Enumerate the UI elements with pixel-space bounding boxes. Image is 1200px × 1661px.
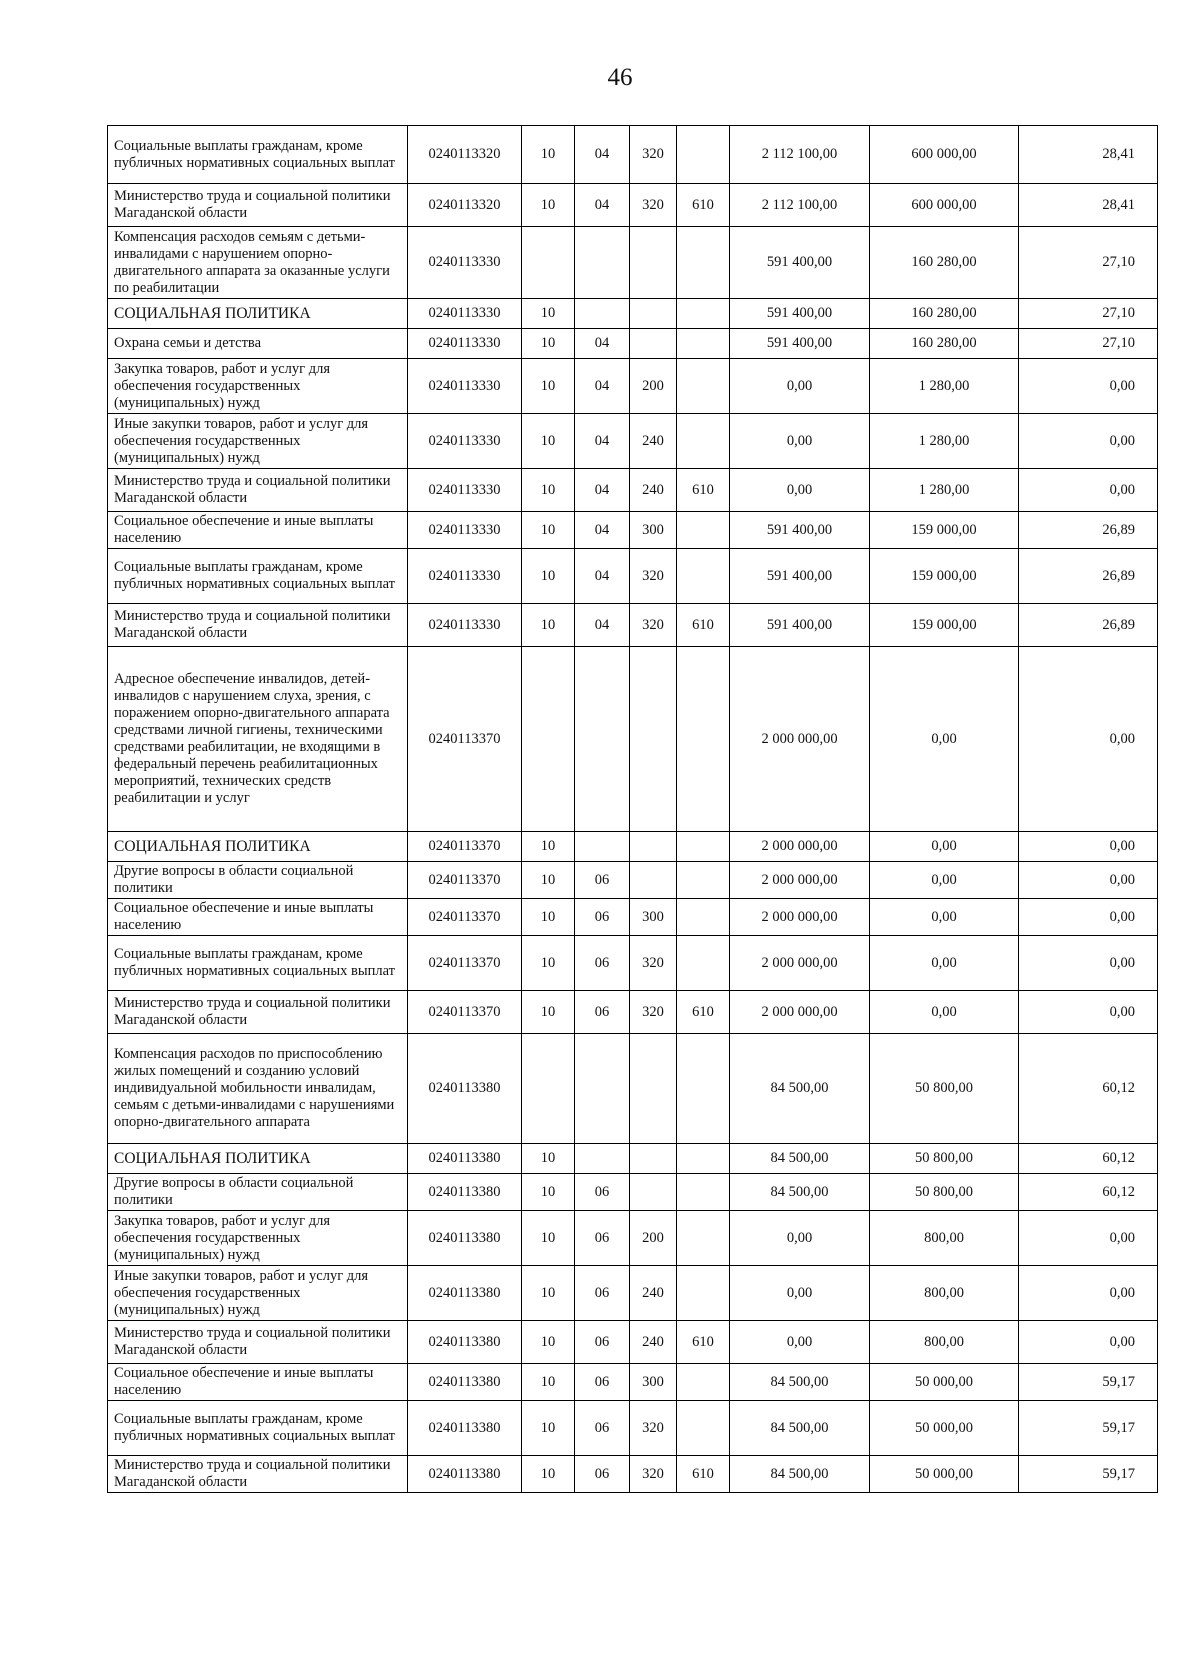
row-fact-amount-cell: 50 000,00: [870, 1456, 1019, 1493]
row-plan-amount-cell: 84 500,00: [730, 1034, 870, 1144]
row-plan-amount-cell: 0,00: [730, 414, 870, 469]
row-plan-amount-cell: 84 500,00: [730, 1456, 870, 1493]
row-section-cell: 10: [522, 1401, 575, 1456]
row-fact-amount-cell: 800,00: [870, 1321, 1019, 1364]
row-expense-type-cell: [630, 299, 677, 329]
row-section-cell: 10: [522, 414, 575, 469]
row-admin-cell: 610: [677, 469, 730, 512]
row-name-cell: Охрана семьи и детства: [108, 329, 408, 359]
page-number: 46: [607, 64, 633, 91]
row-subsection-cell: 04: [575, 329, 630, 359]
row-plan-amount-cell: 84 500,00: [730, 1364, 870, 1401]
table-row: [108, 414, 1158, 469]
row-admin-cell: [677, 832, 730, 862]
table-row: [108, 512, 1158, 549]
row-admin-cell: [677, 1211, 730, 1266]
row-code-cell: 0240113330: [408, 359, 522, 414]
row-plan-amount-cell: 591 400,00: [730, 512, 870, 549]
row-name-cell: Иные закупки товаров, работ и услуг для обеспечения государственных (муниципальных) нужд: [108, 1266, 408, 1321]
row-expense-type-cell: 200: [630, 359, 677, 414]
table-row: [108, 832, 1158, 862]
row-section-cell: 10: [522, 1174, 575, 1211]
row-expense-type-cell: 320: [630, 184, 677, 227]
row-admin-cell: [677, 329, 730, 359]
row-name-cell: Министерство труда и социальной политики Магаданской области: [108, 184, 408, 227]
table-row: [108, 991, 1158, 1034]
row-expense-type-cell: 320: [630, 126, 677, 184]
row-fact-amount-cell: 1 280,00: [870, 414, 1019, 469]
row-percent-cell: 0,00: [1019, 832, 1158, 862]
row-code-cell: 0240113370: [408, 832, 522, 862]
row-name-cell: Компенсация расходов семьям с детьми-инвалидами с нарушением опорно-двигательного аппарата за оказанные услуги по реабилитации: [108, 227, 408, 299]
table-row: [108, 1144, 1158, 1174]
row-expense-type-cell: 240: [630, 414, 677, 469]
table-row: [108, 1174, 1158, 1211]
row-fact-amount-cell: 159 000,00: [870, 549, 1019, 604]
table-row: [108, 936, 1158, 991]
row-subsection-cell: 06: [575, 1266, 630, 1321]
table-row: [108, 899, 1158, 936]
row-subsection-cell: 04: [575, 184, 630, 227]
row-expense-type-cell: [630, 1144, 677, 1174]
row-expense-type-cell: [630, 329, 677, 359]
row-admin-cell: 610: [677, 604, 730, 647]
table-row: [108, 604, 1158, 647]
row-section-cell: 10: [522, 604, 575, 647]
row-code-cell: 0240113330: [408, 469, 522, 512]
row-fact-amount-cell: 600 000,00: [870, 126, 1019, 184]
row-subsection-cell: [575, 299, 630, 329]
row-code-cell: 0240113380: [408, 1266, 522, 1321]
row-fact-amount-cell: 50 000,00: [870, 1401, 1019, 1456]
row-fact-amount-cell: 600 000,00: [870, 184, 1019, 227]
row-expense-type-cell: [630, 1174, 677, 1211]
row-section-cell: 10: [522, 126, 575, 184]
row-name-cell: Социальное обеспечение и иные выплаты населению: [108, 1364, 408, 1401]
row-expense-type-cell: 300: [630, 1364, 677, 1401]
row-name-cell: Компенсация расходов по приспособлению жилых помещений и созданию условий индивидуальной мобильности инвалидам, семьям с детьми-инвалидами с нарушениями опорно-двигательного аппарата: [108, 1034, 408, 1144]
row-name-cell: СОЦИАЛЬНАЯ ПОЛИТИКА: [108, 832, 408, 862]
row-fact-amount-cell: 159 000,00: [870, 604, 1019, 647]
row-code-cell: 0240113380: [408, 1321, 522, 1364]
row-name-cell: Министерство труда и социальной политики Магаданской области: [108, 604, 408, 647]
row-subsection-cell: 06: [575, 1321, 630, 1364]
row-admin-cell: [677, 414, 730, 469]
row-expense-type-cell: [630, 1034, 677, 1144]
row-fact-amount-cell: 160 280,00: [870, 329, 1019, 359]
row-plan-amount-cell: 84 500,00: [730, 1144, 870, 1174]
table-row: [108, 1211, 1158, 1266]
row-fact-amount-cell: 1 280,00: [870, 359, 1019, 414]
row-percent-cell: 0,00: [1019, 1211, 1158, 1266]
row-section-cell: 10: [522, 832, 575, 862]
row-code-cell: 0240113330: [408, 227, 522, 299]
row-code-cell: 0240113370: [408, 936, 522, 991]
row-code-cell: 0240113330: [408, 512, 522, 549]
row-admin-cell: [677, 299, 730, 329]
row-percent-cell: 60,12: [1019, 1144, 1158, 1174]
row-plan-amount-cell: 2 000 000,00: [730, 862, 870, 899]
row-plan-amount-cell: 2 000 000,00: [730, 647, 870, 832]
row-section-cell: 10: [522, 899, 575, 936]
row-admin-cell: [677, 1174, 730, 1211]
row-subsection-cell: 06: [575, 1364, 630, 1401]
row-plan-amount-cell: 591 400,00: [730, 604, 870, 647]
row-fact-amount-cell: 800,00: [870, 1266, 1019, 1321]
row-section-cell: 10: [522, 469, 575, 512]
row-name-cell: Другие вопросы в области социальной политики: [108, 1174, 408, 1211]
row-section-cell: 10: [522, 184, 575, 227]
row-percent-cell: 0,00: [1019, 936, 1158, 991]
row-admin-cell: [677, 549, 730, 604]
table-row: [108, 1034, 1158, 1144]
row-fact-amount-cell: 1 280,00: [870, 469, 1019, 512]
row-code-cell: 0240113370: [408, 991, 522, 1034]
row-plan-amount-cell: 2 112 100,00: [730, 184, 870, 227]
row-subsection-cell: 04: [575, 549, 630, 604]
row-code-cell: 0240113370: [408, 647, 522, 832]
row-subsection-cell: 06: [575, 862, 630, 899]
table-row: [108, 1401, 1158, 1456]
row-fact-amount-cell: 0,00: [870, 936, 1019, 991]
row-subsection-cell: 06: [575, 1174, 630, 1211]
row-section-cell: 10: [522, 359, 575, 414]
row-percent-cell: 27,10: [1019, 227, 1158, 299]
row-plan-amount-cell: 2 000 000,00: [730, 936, 870, 991]
row-expense-type-cell: 320: [630, 1456, 677, 1493]
row-percent-cell: 0,00: [1019, 1266, 1158, 1321]
budget-table-body: [108, 126, 1158, 1493]
row-percent-cell: 0,00: [1019, 359, 1158, 414]
row-subsection-cell: 04: [575, 126, 630, 184]
row-expense-type-cell: [630, 227, 677, 299]
budget-table: [107, 125, 1158, 1493]
row-expense-type-cell: 300: [630, 899, 677, 936]
row-expense-type-cell: 200: [630, 1211, 677, 1266]
row-code-cell: 0240113330: [408, 549, 522, 604]
row-section-cell: 10: [522, 1321, 575, 1364]
row-expense-type-cell: 320: [630, 1401, 677, 1456]
row-section-cell: 10: [522, 549, 575, 604]
row-percent-cell: 59,17: [1019, 1364, 1158, 1401]
row-percent-cell: 28,41: [1019, 126, 1158, 184]
row-plan-amount-cell: 591 400,00: [730, 549, 870, 604]
row-expense-type-cell: 320: [630, 604, 677, 647]
row-percent-cell: 26,89: [1019, 512, 1158, 549]
row-percent-cell: 0,00: [1019, 899, 1158, 936]
row-code-cell: 0240113380: [408, 1364, 522, 1401]
row-name-cell: Министерство труда и социальной политики Магаданской области: [108, 1321, 408, 1364]
row-subsection-cell: 04: [575, 469, 630, 512]
row-percent-cell: 0,00: [1019, 991, 1158, 1034]
row-section-cell: 10: [522, 1266, 575, 1321]
row-plan-amount-cell: 84 500,00: [730, 1401, 870, 1456]
row-name-cell: СОЦИАЛЬНАЯ ПОЛИТИКА: [108, 1144, 408, 1174]
row-fact-amount-cell: 50 800,00: [870, 1144, 1019, 1174]
row-code-cell: 0240113380: [408, 1401, 522, 1456]
row-name-cell: Иные закупки товаров, работ и услуг для обеспечения государственных (муниципальных) нужд: [108, 414, 408, 469]
row-plan-amount-cell: 2 000 000,00: [730, 991, 870, 1034]
row-subsection-cell: [575, 1034, 630, 1144]
table-row: [108, 227, 1158, 299]
row-name-cell: Закупка товаров, работ и услуг для обеспечения государственных (муниципальных) нужд: [108, 1211, 408, 1266]
row-section-cell: 10: [522, 991, 575, 1034]
row-section-cell: 10: [522, 512, 575, 549]
row-expense-type-cell: [630, 862, 677, 899]
table-row: [108, 1266, 1158, 1321]
row-fact-amount-cell: 50 800,00: [870, 1034, 1019, 1144]
row-plan-amount-cell: 0,00: [730, 1211, 870, 1266]
row-percent-cell: 27,10: [1019, 299, 1158, 329]
row-admin-cell: 610: [677, 184, 730, 227]
row-fact-amount-cell: 50 000,00: [870, 1364, 1019, 1401]
table-row: [108, 469, 1158, 512]
row-plan-amount-cell: 84 500,00: [730, 1174, 870, 1211]
row-section-cell: 10: [522, 936, 575, 991]
row-code-cell: 0240113320: [408, 126, 522, 184]
row-section-cell: 10: [522, 862, 575, 899]
row-percent-cell: 59,17: [1019, 1401, 1158, 1456]
row-percent-cell: 59,17: [1019, 1456, 1158, 1493]
table-row: [108, 126, 1158, 184]
row-admin-cell: [677, 227, 730, 299]
row-plan-amount-cell: 591 400,00: [730, 329, 870, 359]
row-subsection-cell: 06: [575, 936, 630, 991]
row-subsection-cell: [575, 227, 630, 299]
row-admin-cell: [677, 1401, 730, 1456]
row-expense-type-cell: 320: [630, 991, 677, 1034]
row-percent-cell: 60,12: [1019, 1174, 1158, 1211]
row-percent-cell: 0,00: [1019, 469, 1158, 512]
row-subsection-cell: 06: [575, 991, 630, 1034]
row-name-cell: Другие вопросы в области социальной политики: [108, 862, 408, 899]
row-expense-type-cell: 300: [630, 512, 677, 549]
row-admin-cell: [677, 359, 730, 414]
row-section-cell: [522, 227, 575, 299]
row-plan-amount-cell: 2 112 100,00: [730, 126, 870, 184]
row-admin-cell: 610: [677, 1321, 730, 1364]
row-name-cell: Министерство труда и социальной политики Магаданской области: [108, 1456, 408, 1493]
table-row: [108, 184, 1158, 227]
row-code-cell: 0240113330: [408, 299, 522, 329]
row-admin-cell: [677, 899, 730, 936]
row-admin-cell: [677, 1364, 730, 1401]
row-section-cell: 10: [522, 1456, 575, 1493]
table-row: [108, 862, 1158, 899]
row-admin-cell: [677, 512, 730, 549]
row-admin-cell: [677, 936, 730, 991]
row-name-cell: Адресное обеспечение инвалидов, детей-инвалидов с нарушением слуха, зрения, с поражением опорно-двигательного аппарата средствами личной гигиены, техническими средствами реабилитации, не входящими в федеральный перечень реабилитационных мероприятий, технических средств реабилитации и услуг: [108, 647, 408, 832]
row-percent-cell: 60,12: [1019, 1034, 1158, 1144]
row-name-cell: СОЦИАЛЬНАЯ ПОЛИТИКА: [108, 299, 408, 329]
row-name-cell: Министерство труда и социальной политики Магаданской области: [108, 469, 408, 512]
row-fact-amount-cell: 0,00: [870, 647, 1019, 832]
row-admin-cell: 610: [677, 1456, 730, 1493]
table-row: [108, 1456, 1158, 1493]
row-plan-amount-cell: 0,00: [730, 1266, 870, 1321]
row-code-cell: 0240113370: [408, 899, 522, 936]
row-name-cell: Закупка товаров, работ и услуг для обеспечения государственных (муниципальных) нужд: [108, 359, 408, 414]
row-subsection-cell: 04: [575, 414, 630, 469]
row-fact-amount-cell: 0,00: [870, 899, 1019, 936]
row-fact-amount-cell: 0,00: [870, 991, 1019, 1034]
row-expense-type-cell: 320: [630, 549, 677, 604]
row-code-cell: 0240113320: [408, 184, 522, 227]
row-fact-amount-cell: 159 000,00: [870, 512, 1019, 549]
table-row: [108, 1321, 1158, 1364]
row-name-cell: Министерство труда и социальной политики Магаданской области: [108, 991, 408, 1034]
row-subsection-cell: [575, 832, 630, 862]
row-admin-cell: 610: [677, 991, 730, 1034]
row-plan-amount-cell: 0,00: [730, 1321, 870, 1364]
row-percent-cell: 0,00: [1019, 1321, 1158, 1364]
table-row: [108, 1364, 1158, 1401]
row-section-cell: 10: [522, 1211, 575, 1266]
row-admin-cell: [677, 1144, 730, 1174]
row-plan-amount-cell: 591 400,00: [730, 227, 870, 299]
row-admin-cell: [677, 126, 730, 184]
row-expense-type-cell: [630, 832, 677, 862]
row-subsection-cell: [575, 1144, 630, 1174]
row-code-cell: 0240113330: [408, 329, 522, 359]
row-section-cell: 10: [522, 299, 575, 329]
row-percent-cell: 0,00: [1019, 862, 1158, 899]
row-name-cell: Социальные выплаты гражданам, кроме публичных нормативных социальных выплат: [108, 1401, 408, 1456]
row-name-cell: Социальное обеспечение и иные выплаты населению: [108, 512, 408, 549]
row-fact-amount-cell: 0,00: [870, 832, 1019, 862]
row-percent-cell: 26,89: [1019, 604, 1158, 647]
row-code-cell: 0240113380: [408, 1456, 522, 1493]
row-expense-type-cell: [630, 647, 677, 832]
row-fact-amount-cell: 0,00: [870, 862, 1019, 899]
table-row: [108, 299, 1158, 329]
row-code-cell: 0240113330: [408, 414, 522, 469]
row-subsection-cell: 06: [575, 1211, 630, 1266]
row-admin-cell: [677, 647, 730, 832]
row-admin-cell: [677, 1034, 730, 1144]
row-code-cell: 0240113380: [408, 1034, 522, 1144]
row-expense-type-cell: 240: [630, 1266, 677, 1321]
row-section-cell: 10: [522, 329, 575, 359]
row-plan-amount-cell: 0,00: [730, 359, 870, 414]
row-plan-amount-cell: 591 400,00: [730, 299, 870, 329]
row-name-cell: Социальные выплаты гражданам, кроме публичных нормативных социальных выплат: [108, 936, 408, 991]
row-subsection-cell: 06: [575, 1401, 630, 1456]
row-code-cell: 0240113380: [408, 1211, 522, 1266]
row-section-cell: [522, 1034, 575, 1144]
row-fact-amount-cell: 160 280,00: [870, 227, 1019, 299]
row-expense-type-cell: 240: [630, 1321, 677, 1364]
row-percent-cell: 0,00: [1019, 414, 1158, 469]
row-section-cell: 10: [522, 1144, 575, 1174]
row-subsection-cell: 04: [575, 512, 630, 549]
row-fact-amount-cell: 800,00: [870, 1211, 1019, 1266]
row-code-cell: 0240113380: [408, 1144, 522, 1174]
row-name-cell: Социальное обеспечение и иные выплаты населению: [108, 899, 408, 936]
row-admin-cell: [677, 862, 730, 899]
row-section-cell: [522, 647, 575, 832]
row-expense-type-cell: 240: [630, 469, 677, 512]
row-code-cell: 0240113330: [408, 604, 522, 647]
row-subsection-cell: 06: [575, 1456, 630, 1493]
row-plan-amount-cell: 2 000 000,00: [730, 899, 870, 936]
row-name-cell: Социальные выплаты гражданам, кроме публичных нормативных социальных выплат: [108, 126, 408, 184]
table-row: [108, 359, 1158, 414]
row-code-cell: 0240113370: [408, 862, 522, 899]
row-percent-cell: 27,10: [1019, 329, 1158, 359]
row-plan-amount-cell: 2 000 000,00: [730, 832, 870, 862]
row-subsection-cell: 06: [575, 899, 630, 936]
row-subsection-cell: 04: [575, 604, 630, 647]
row-expense-type-cell: 320: [630, 936, 677, 991]
row-section-cell: 10: [522, 1364, 575, 1401]
row-percent-cell: 0,00: [1019, 647, 1158, 832]
row-code-cell: 0240113380: [408, 1174, 522, 1211]
row-name-cell: Социальные выплаты гражданам, кроме публичных нормативных социальных выплат: [108, 549, 408, 604]
row-plan-amount-cell: 0,00: [730, 469, 870, 512]
table-row: [108, 549, 1158, 604]
row-subsection-cell: [575, 647, 630, 832]
row-fact-amount-cell: 160 280,00: [870, 299, 1019, 329]
row-percent-cell: 28,41: [1019, 184, 1158, 227]
row-percent-cell: 26,89: [1019, 549, 1158, 604]
table-row: [108, 329, 1158, 359]
table-row: [108, 647, 1158, 832]
row-subsection-cell: 04: [575, 359, 630, 414]
row-fact-amount-cell: 50 800,00: [870, 1174, 1019, 1211]
row-admin-cell: [677, 1266, 730, 1321]
